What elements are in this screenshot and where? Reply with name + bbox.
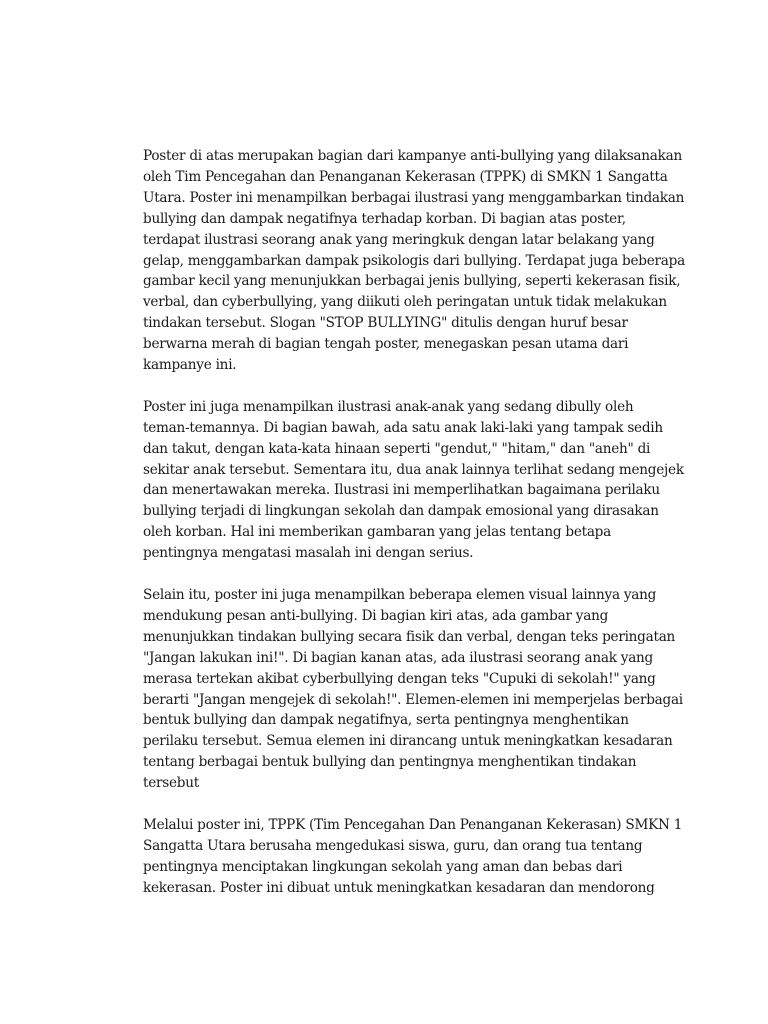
text-line: bentuk bullying dan dampak negatifnya, serta pentingnya menghentikan xyxy=(143,712,629,729)
text-line: berarti "Jangan mengejek di sekolah!". Elemen-elemen ini memperjelas berbagai xyxy=(143,691,683,708)
text-line: dan takut, dengan kata-kata hinaan seperti "gendut," "hitam," dan "aneh" di xyxy=(143,440,651,457)
text-line: Utara. Poster ini menampilkan berbagai ilustrasi yang menggambarkan tindakan xyxy=(143,189,685,206)
text-line: Selain itu, poster ini juga menampilkan beberapa elemen visual lainnya yang xyxy=(143,587,657,603)
text-line: merasa tertekan akibat cyberbullying dengan teks "Cupuki di sekolah!" yang xyxy=(143,670,656,687)
text-line: bullying terjadi di lingkungan sekolah dan dampak emosional yang dirasakan xyxy=(143,503,659,520)
text-line: mendukung pesan anti-bullying. Di bagian kiri atas, ada gambar yang xyxy=(143,607,609,624)
paragraph-1 xyxy=(143,146,683,376)
text-line: Poster ini juga menampilkan ilustrasi anak-anak yang sedang dibully oleh xyxy=(143,398,634,415)
text-line: kekerasan. Poster ini dibuat untuk meningkatkan kesadaran dan mendorong xyxy=(143,879,655,896)
text-line: kampanye ini. xyxy=(143,357,237,374)
text-line: teman-temannya. Di bagian bawah, ada satu anak laki-laki yang tampak sedih xyxy=(143,419,663,436)
text-line: dan menertawakan mereka. Ilustrasi ini memperlihatkan bagaimana perilaku xyxy=(143,482,660,499)
text-line: terdapat ilustrasi seorang anak yang meringkuk dengan latar belakang yang xyxy=(143,231,655,248)
text-line: perilaku tersebut. Semua elemen ini dirancang untuk meningkatkan kesadaran xyxy=(143,733,673,750)
paragraph-2 xyxy=(143,397,683,564)
text-line: Sangatta Utara berusaha mengedukasi siswa, guru, dan orang tua tentang xyxy=(143,837,643,854)
text-line: tersebut xyxy=(143,775,199,792)
paragraph-3 xyxy=(143,585,683,794)
text-line: tindakan tersebut. Slogan "STOP BULLYING" ditulis dengan huruf besar xyxy=(143,315,628,332)
text-line: oleh korban. Hal ini memberikan gambaran yang jelas tentang betapa xyxy=(143,524,611,541)
text-line: berwarna merah di bagian tengah poster, menegaskan pesan utama dari xyxy=(143,336,629,353)
document-body xyxy=(143,146,683,919)
text-line: "Jangan lakukan ini!". Di bagian kanan atas, ada ilustrasi seorang anak yang xyxy=(143,649,654,666)
text-line: pentingnya mengatasi masalah ini dengan serius. xyxy=(143,545,474,562)
text-line: pentingnya menciptakan lingkungan sekolah yang aman dan bebas dari xyxy=(143,858,623,875)
text-line: oleh Tim Pencegahan dan Penanganan Kekerasan (TPPK) di SMKN 1 Sangatta xyxy=(143,168,668,185)
text-line: bullying dan dampak negatifnya terhadap korban. Di bagian atas poster, xyxy=(143,210,626,227)
text-line: Poster di atas merupakan bagian dari kampanye anti-bullying yang dilaksanakan xyxy=(143,148,682,164)
paragraph-4 xyxy=(143,815,683,899)
text-line: menunjukkan tindakan bullying secara fisik dan verbal, dengan teks peringatan xyxy=(143,628,676,645)
text-line: tentang berbagai bentuk bullying dan pentingnya menghentikan tindakan xyxy=(143,754,637,771)
text-line: gambar kecil yang menunjukkan berbagai jenis bullying, seperti kekerasan fisik, xyxy=(143,273,681,290)
text-line: gelap, menggambarkan dampak psikologis dari bullying. Terdapat juga beberapa xyxy=(143,252,685,269)
text-line: verbal, dan cyberbullying, yang diikuti oleh peringatan untuk tidak melakukan xyxy=(143,294,667,311)
text-line: sekitar anak tersebut. Sementara itu, dua anak lainnya terlihat sedang mengejek xyxy=(143,461,684,478)
text-line: Melalui poster ini, TPPK (Tim Pencegahan Dan Penanganan Kekerasan) SMKN 1 xyxy=(143,816,683,833)
